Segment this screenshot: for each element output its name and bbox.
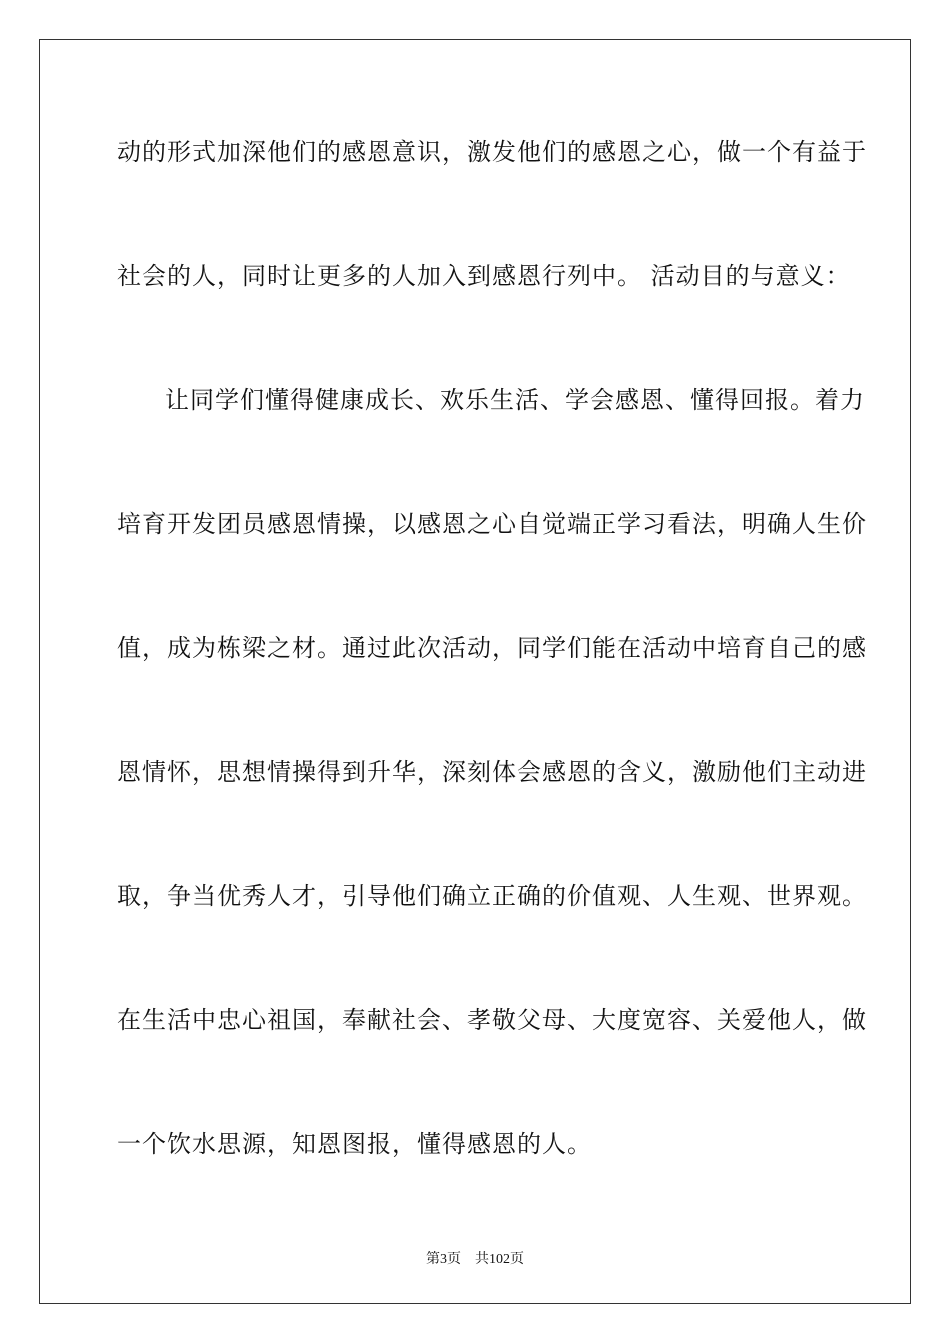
text-line: 取，争当优秀人才，引导他们确立正确的价值观、人生观、世界观。	[117, 882, 867, 910]
text-line: 培育开发团员感恩情操，以感恩之心自觉端正学习看法，明确人生价	[117, 510, 867, 538]
text-line: 社会的人，同时让更多的人加入到感恩行列中。 活动目的与意义：	[117, 262, 851, 290]
text-line: 一个饮水思源，知恩图报，懂得感恩的人。	[117, 1130, 592, 1158]
text-line: 动的形式加深他们的感恩意识，激发他们的感恩之心，做一个有益于	[117, 138, 867, 166]
total-pages: 共102页	[475, 1252, 524, 1267]
text-line-indented: 让同学们懂得健康成长、欢乐生活、学会感恩、懂得回报。着力	[165, 386, 865, 414]
text-line: 在生活中忠心祖国，奉献社会、孝敬父母、大度宽容、关爱他人，做	[117, 1006, 867, 1034]
text-line: 恩情怀，思想情操得到升华，深刻体会感恩的含义，激励他们主动进	[117, 758, 867, 786]
text-line: 值，成为栋梁之材。通过此次活动，同学们能在活动中培育自己的感	[117, 634, 867, 662]
page-footer	[0, 1248, 950, 1268]
page-frame	[39, 39, 911, 1304]
page-number: 第3页	[426, 1252, 461, 1267]
